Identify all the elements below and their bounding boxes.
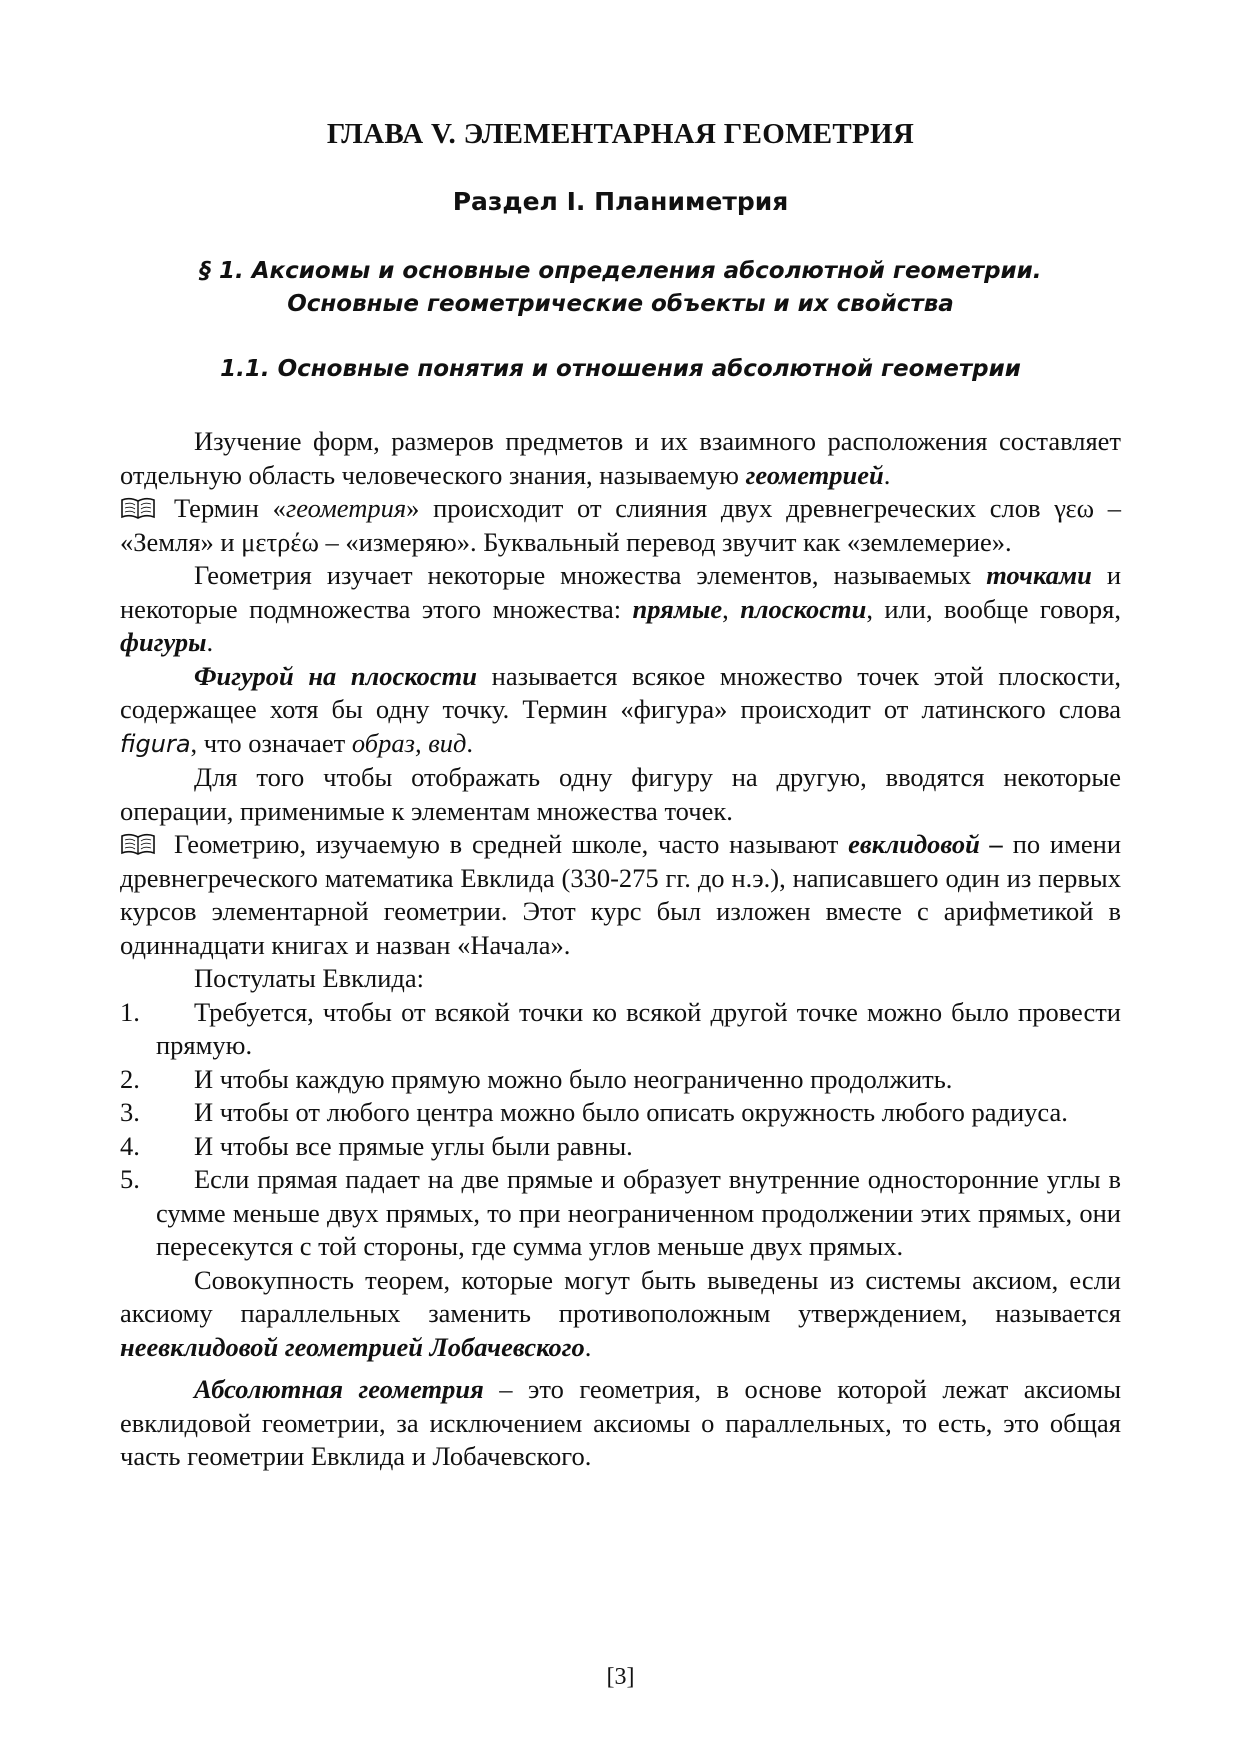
paragraph-lobachevsky [120,1264,1121,1365]
p1-text: Изучение форм, размеров предметов и их взаимного расположения составляет отдельную область человеческого знания, называемую [120,426,1121,490]
paragraph-absolute-geometry [120,1373,1121,1474]
subsection-title: 1.1. Основные понятия и отношения абсолютной геометрии [220,356,1021,382]
book-icon [120,833,156,855]
list-item-number: 1. [120,996,140,1027]
list-item [120,996,1121,1063]
p2-d: , или, вообще говоря, [866,593,1121,624]
list-item-number: 4. [120,1130,140,1161]
list-item-number: 3. [120,1097,140,1127]
term-points: точками [986,560,1092,590]
p2-a: Геометрия изучает некоторые множества элементов, называемых [194,560,987,590]
note1-term: геометрия [285,493,407,523]
body-text [120,425,1121,1474]
paragraph-geometry-intro [120,425,1121,492]
term-planes: плоскости [740,593,867,624]
p2-b: и некоторые подмножества этого множества: [120,560,1121,624]
section-title: Раздел I. Планиметрия [452,187,789,216]
list-item-text: И чтобы все прямые углы были равны. [194,1130,633,1161]
p6-a: – это геометрия, в основе которой лежат аксиомы евклидовой геометрии, за исключением аксиомы о параллельных, то есть, это общая часть геометрии Евклида и Лобачевского. [120,1374,1122,1471]
paragraph-operations: Для того чтобы отображать одну фигуру на другую, вводятся некоторые операции, применимые к элементам множества точек. [120,762,1121,826]
list-item [120,1163,1121,1264]
list-item-text: Если прямая падает на две прямые и образует внутренние односторонние углы в сумме меньше двух прямых, то при неограниченном продолжении этих прямых, они пересекутся с той стороны, где сумма углов меньше двух прямых. [156,1164,1121,1261]
list-item-text: И чтобы каждую прямую можно было неограниченно продолжить. [194,1063,953,1094]
p3-c: . [466,727,473,758]
note-etymology [120,492,1121,559]
p3-a: называется всякое множество точек этой плоскости, содержащее хотя бы одну точку. Термин «фигура» происходит от латинского слова [120,660,1122,724]
paragraph-title-line2: Основные геометрические объекты и их свойства [287,291,954,317]
note1-b: » происходит от слияния двух древнегреческих слов γεω – «Земля» и μετρέω – «измеряю». Буквальный перевод звучит как «землемерие». [120,493,1122,557]
list-item [120,1096,1121,1130]
list-item [120,1130,1121,1164]
book-icon [120,497,156,519]
p5-b: . [584,1331,592,1362]
page-number: [3] [606,1664,635,1690]
latin-word: figura [120,729,191,758]
term-lobachevsky: неевклидовой геометрией Лобачевского [120,1331,585,1362]
term-figures: фигуры [120,627,207,657]
term-absolute-geometry: Абсолютная геометрия [194,1374,484,1404]
p2-c: , [722,593,741,624]
paragraph-elements [120,559,1121,660]
note-euclid [120,828,1121,962]
p1-end: . [883,459,891,490]
postulates-intro: Постулаты Евклида: [194,963,425,993]
list-item-number: 2. [120,1063,140,1094]
list-item-text: И чтобы от любого центра можно было описать окружность любого радиуса. [194,1097,1068,1127]
term-geometry: геометрией [745,459,884,490]
paragraph-title [120,255,1121,321]
term-euclidean: евклидовой – [848,829,1003,859]
chapter-title: ГЛАВА V. ЭЛЕМЕНТАРНАЯ ГЕОМЕТРИЯ [326,118,915,150]
paragraph-title-line1: § 1. Аксиомы и основные определения абсолютной геометрии. [199,258,1042,284]
postulates-list [120,996,1121,1264]
paragraph-figure-definition [120,660,1121,762]
list-item-number: 5. [120,1164,140,1194]
list-item [120,1063,1121,1097]
term-lines: прямые [632,593,723,624]
p5-a: Совокупность теорем, которые могут быть выведены из системы аксиом, если аксиому параллельных заменить противоположным утверждением, называется [120,1264,1121,1328]
p3-b: , что означает [190,727,352,758]
p2-e: . [206,627,214,657]
note2-b: по имени древнегреческого математика Евклида (330-275 гг. до н.э.), написавшего один из первых курсов элементарной геометрии. Этот курс был изложен вместе с арифметикой в одиннадцати книгах и назван «Начала». [120,829,1121,960]
term-plane-figure: Фигурой на плоскости [194,660,478,691]
note1-a: Термин « [174,493,286,523]
list-item-text: Требуется, чтобы от всякой точки ко всякой другой точке можно было провести прямую. [156,996,1121,1060]
p3-meaning: образ, вид [351,727,467,758]
note2-a: Геометрию, изучаемую в средней школе, часто называют [174,829,849,859]
